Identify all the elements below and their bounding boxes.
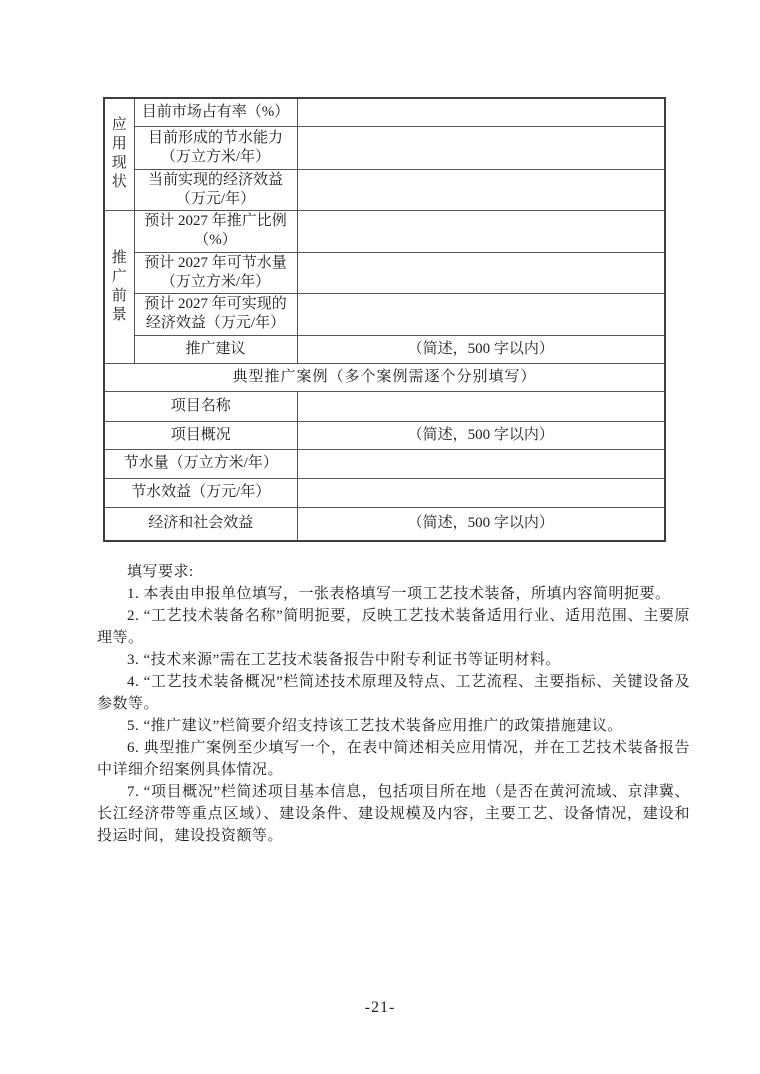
table-row: [104, 252, 665, 293]
table-row: [104, 507, 665, 541]
value-saving-2027: [297, 252, 665, 293]
table-row: [104, 478, 665, 507]
table-row: [104, 421, 665, 449]
value-current-capacity: [297, 126, 665, 169]
row-label-suggestion: 推广建议: [134, 335, 297, 363]
value-benefit-2027: [297, 293, 665, 335]
row-label-water-saving: 节水量（万立方米/年）: [104, 449, 297, 478]
value-market-share: [297, 98, 665, 126]
table-row: [104, 363, 665, 391]
value-project-name: [297, 391, 665, 421]
row-label-project-overview: 项目概况: [104, 421, 297, 449]
value-economic-social: （简述，500 字以内）: [297, 507, 665, 541]
row-label-project-name: 项目名称: [104, 391, 297, 421]
table-row: [104, 126, 665, 169]
value-suggestion: （简述，500 字以内）: [297, 335, 665, 363]
note-item-5: 5. “推广建议”栏简要介绍支持该工艺技术装备应用推广的政策措施建议。: [127, 718, 623, 734]
note-item-7: 7. “项目概况”栏简述项目基本信息，包括项目所在地（是否在黄河流域、京津冀、长江经济带等重点区域）、建设条件、建设规模及内容，主要工艺、设备情况，建设和投运时间，建设投资额等。: [97, 784, 690, 844]
value-project-overview: （简述，500 字以内）: [297, 421, 665, 449]
row-label-current-capacity: 目前形成的节水能力 （万立方米/年）: [134, 126, 297, 169]
group-label-application-status: 应 用 现 状: [104, 98, 134, 210]
table-row: [104, 98, 665, 126]
value-current-benefit: [297, 169, 665, 210]
note-item-1: 1. 本表由申报单位填写，一张表格填写一项工艺技术装备，所填内容简明扼要。: [127, 586, 671, 602]
page-number: -21-: [364, 999, 396, 1016]
table-row: [104, 210, 665, 252]
group-label-promotion-prospect: 推 广 前 景: [104, 210, 134, 363]
table-row: [104, 293, 665, 335]
notes-heading: 填写要求:: [127, 564, 194, 580]
value-saving-benefit: [297, 478, 665, 507]
note-item-3: 3. “技术来源”需在工艺技术装备报告中附专利证书等证明材料。: [127, 652, 561, 668]
note-item-6: 6. 典型推广案例至少填写一个，在表中简述相关应用情况，并在工艺技术装备报告中详细介绍案例具体情况。: [97, 740, 690, 778]
value-water-saving: [297, 449, 665, 478]
row-label-market-share: 目前市场占有率（%）: [134, 98, 297, 126]
table-row: [104, 391, 665, 421]
value-ratio-2027: [297, 210, 665, 252]
row-label-saving-benefit: 节水效益（万元/年）: [104, 478, 297, 507]
row-label-ratio-2027: 预计 2027 年推广比例 （%）: [134, 210, 297, 252]
note-item-4: 4. “工艺技术装备概况”栏简述技术原理及特点、工艺流程、主要指标、关键设备及参数等。: [97, 674, 690, 712]
table-row: [104, 335, 665, 363]
table-row: [104, 449, 665, 478]
table-row: [104, 169, 665, 210]
requirements-table: [103, 97, 666, 542]
notes-section: [97, 561, 690, 847]
row-label-current-benefit: 当前实现的经济效益 （万元/年）: [134, 169, 297, 210]
row-label-benefit-2027: 预计 2027 年可实现的 经济效益（万元/年）: [134, 293, 297, 335]
row-label-saving-2027: 预计 2027 年可节水量 （万立方米/年）: [134, 252, 297, 293]
note-item-2: 2. “工艺技术装备名称”简明扼要，反映工艺技术装备适用行业、适用范围、主要原理等。: [97, 608, 690, 646]
case-section-header: 典型推广案例（多个案例需逐个分别填写）: [104, 363, 665, 391]
row-label-economic-social: 经济和社会效益: [104, 507, 297, 541]
